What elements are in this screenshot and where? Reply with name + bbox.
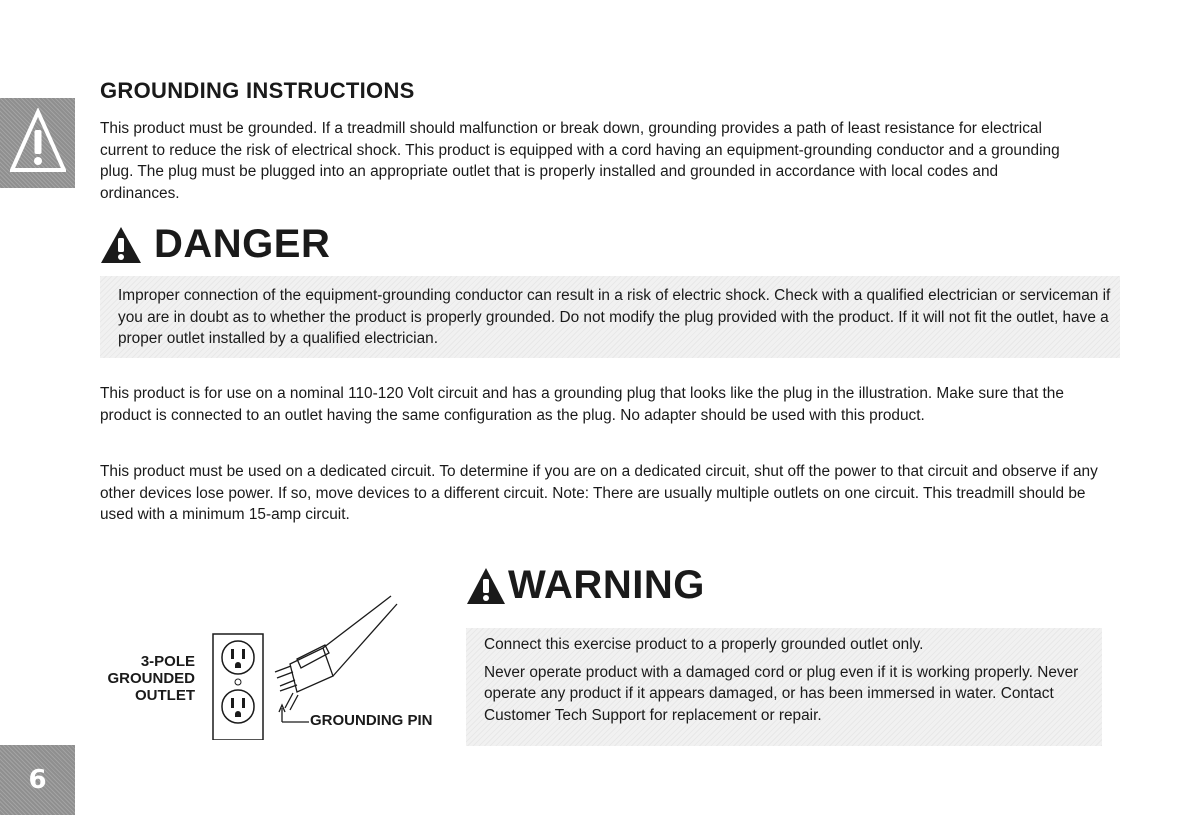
danger-heading	[100, 222, 330, 267]
outlet-label	[90, 653, 195, 704]
warning-text-2: Never operate product with a damaged cord or plug even if it is working properly. Never operate any product if it appears damaged, or has been immersed in water. Contact Customer Tech Support for replacement or repair.	[484, 663, 1079, 724]
dedicated-circuit-paragraph: This product must be used on a dedicated circuit. To determine if you are on a dedicated circuit, shut off the power to that circuit and observe if any other devices lose power. If so, move devices to a different circuit. Note: There are usually multiple outlets on one circuit. This treadmill should be used with a minimum 15-amp circuit.	[100, 463, 1098, 523]
grounding-paragraph: This product must be grounded. If a treadmill should malfunction or break down, grounding provides a path of least resistance for electrical current to reduce the risk of electrical shock. This product is equipped with a cord having an equipment-grounding conductor and a grounding plug. The plug must be plugged into an appropriate outlet that is properly installed and grounded in accordance with local codes and ordinances.	[100, 120, 1060, 202]
page-number-tab	[0, 745, 75, 815]
danger-text: Improper connection of the equipment-grounding conductor can result in a risk of electric shock. Check with a qualified electrician or serviceman if you are in doubt as to whether the product is properly grounded. Do not modify the plug provided with the product. If it will not fit the outlet, have a proper outlet installed by a qualified electrician.	[118, 287, 1111, 347]
section-title: GROUNDING INSTRUCTIONS	[100, 78, 415, 103]
danger-box	[100, 276, 1120, 358]
grounding-pin-label: GROUNDING PIN	[310, 712, 433, 729]
outlet-label-line-3: OUTLET	[135, 687, 195, 704]
warning-text-1: Connect this exercise product to a properly grounded outlet only.	[484, 636, 924, 653]
warning-triangle-icon	[466, 567, 506, 605]
outlet-label-line-2: GROUNDED	[107, 670, 195, 687]
page-number: 6	[28, 765, 47, 795]
voltage-paragraph: This product is for use on a nominal 110-120 Volt circuit and has a grounding plug that looks like the plug in the illustration. Make sure that the product is connected to an outlet having the same configuration as the plug. No adapter should be used with this product.	[100, 385, 1064, 424]
warning-side-tab	[0, 98, 75, 188]
warning-title: WARNING	[508, 563, 705, 607]
plug-drawing	[275, 596, 397, 722]
warning-triangle-icon	[100, 226, 142, 264]
warning-heading	[466, 563, 705, 608]
warning-triangle-icon	[10, 108, 66, 174]
danger-title: DANGER	[154, 222, 331, 266]
warning-box	[466, 628, 1102, 746]
outlet-label-line-1: 3-POLE	[140, 653, 195, 670]
